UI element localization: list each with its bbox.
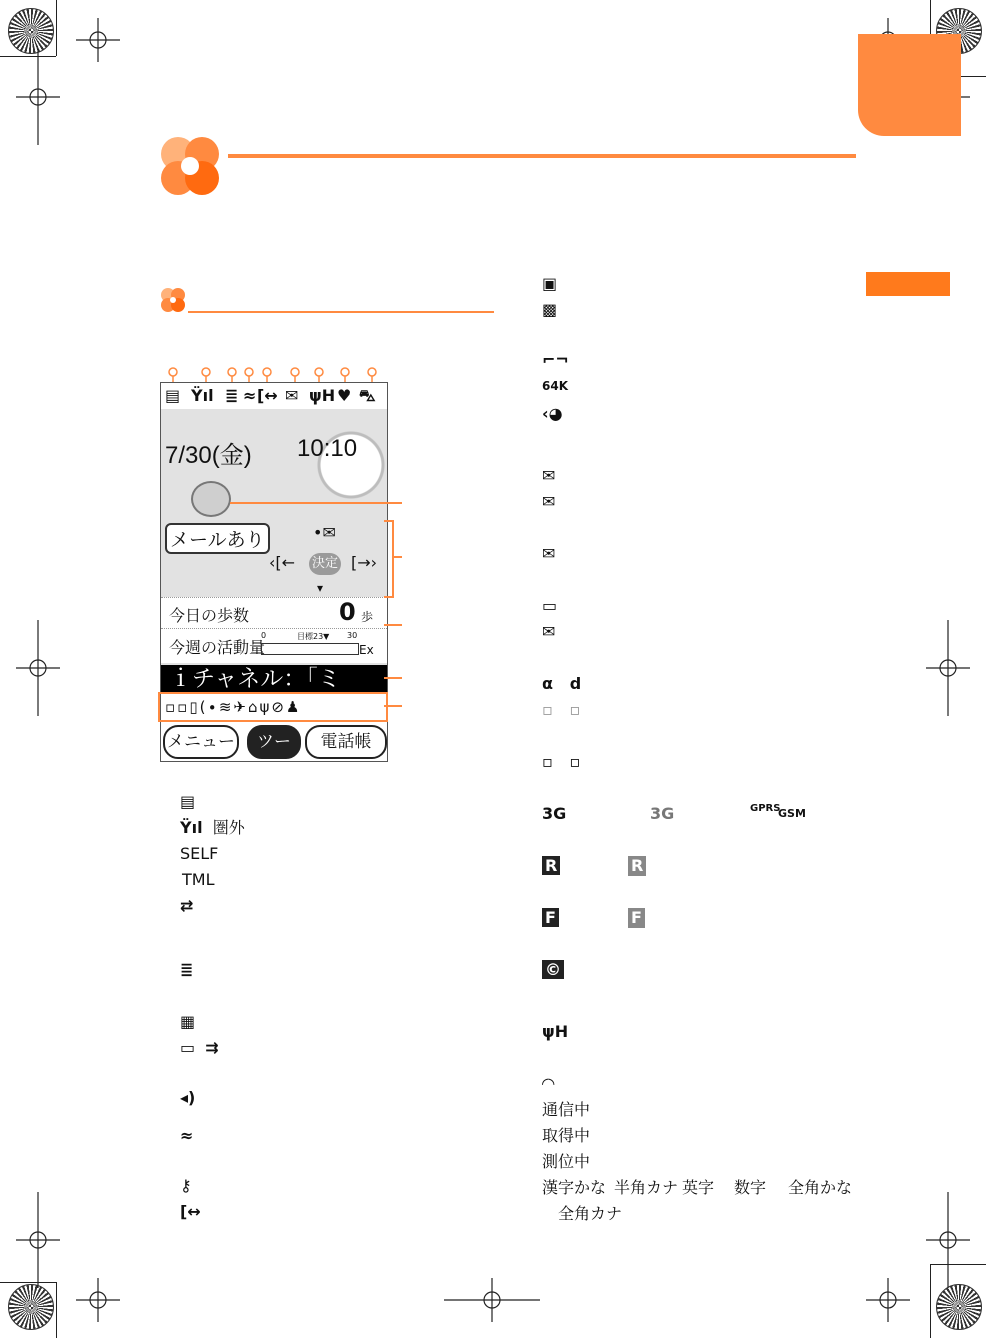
- activity-bar: [261, 643, 359, 655]
- left-key-icon: ‹[←: [269, 553, 296, 572]
- legend-row-acquiring: [542, 1126, 590, 1146]
- usb-label: ψH: [542, 1022, 569, 1041]
- legend-row-mail3: [542, 544, 555, 564]
- legend-row-alpha-gray: [542, 700, 580, 720]
- card-lock-icon: ▩: [542, 300, 558, 319]
- legend-row-communicating: [542, 1100, 590, 1120]
- data-icon: ▦: [180, 1012, 196, 1031]
- heart-icon: ♥: [337, 386, 352, 405]
- gsm-label: GSM: [778, 807, 806, 820]
- legend-row-pc: [180, 1038, 219, 1058]
- card-icon: ▣: [542, 274, 558, 293]
- tml-label: TML: [182, 870, 215, 889]
- steps-label: 今日の歩数: [169, 606, 250, 625]
- mail-icon: ✉: [542, 466, 556, 485]
- activity-scale-target: 目標23▼: [297, 632, 330, 641]
- legend-row-chevrons: [180, 1126, 193, 1146]
- callout-line: [384, 624, 402, 626]
- legend-row-64k: [542, 376, 568, 396]
- legend-row-mail2: [542, 492, 555, 512]
- roaming-icon: R: [542, 856, 560, 875]
- chevrons-icon: ≈: [243, 386, 257, 405]
- f-gray-icon: F: [628, 908, 645, 928]
- legend-row-speaker: [180, 1088, 195, 1108]
- legend-row-tml: [182, 870, 215, 890]
- communicating-label: 通信中: [542, 1100, 591, 1119]
- date-display: 7/30(金): [165, 442, 252, 469]
- ichannel-ticker[interactable]: ｉチャネル：「ミ: [161, 665, 387, 693]
- status-bar: [161, 383, 387, 409]
- wifi-icon: ◜◝: [542, 1074, 555, 1093]
- acquiring-label: 取得中: [542, 1126, 591, 1145]
- activity-scale-start: 0: [261, 631, 267, 640]
- legend-row-self: [180, 844, 218, 864]
- legend-row-voice: [542, 404, 563, 424]
- legend-row-c: [542, 960, 564, 980]
- steps-unit: 歩: [361, 610, 374, 624]
- steps-value: 0: [339, 598, 356, 626]
- full-katakana-label: 全角カナ: [558, 1204, 623, 1223]
- legend-row-input-modes: [542, 1178, 853, 1198]
- legend-row-a: [542, 274, 557, 294]
- transfer-icon: ⇄: [180, 896, 194, 915]
- legend-row-mail4: [542, 622, 555, 642]
- mail-stack-icon: ✉: [542, 492, 556, 511]
- status-icon-row: ▫▫▯(∙≋✈⌂ψ⊘♟: [165, 698, 302, 716]
- step-counter: [161, 597, 387, 629]
- callout-line: [384, 677, 402, 679]
- cross-key[interactable]: [265, 523, 383, 605]
- mail-notice[interactable]: メールあり: [165, 523, 270, 554]
- chapter-tab: [858, 34, 961, 136]
- call-transfer-icon: [↔: [257, 386, 278, 405]
- legend-row-key: [180, 1176, 192, 1196]
- pc-transfer-icon: ⇉: [205, 1038, 219, 1057]
- callout-line: [230, 502, 402, 504]
- enter-key[interactable]: 決定: [309, 553, 341, 575]
- legend-row-network: [542, 803, 806, 824]
- 64k-label: 64K: [542, 379, 568, 393]
- car-icon: ⛍: [359, 386, 376, 405]
- c-circle-icon: ©: [542, 960, 564, 979]
- phonebook-softkey[interactable]: 電話帳: [305, 725, 387, 759]
- alpha-box-icon: ▫ ▫: [542, 752, 581, 771]
- down-key-icon: ▾: [317, 581, 324, 595]
- legend-row-antenna: [180, 818, 245, 838]
- small-flower-icon: [160, 287, 186, 313]
- bracket-icon: ⌐¬: [542, 350, 569, 369]
- number-label: 数字: [734, 1178, 767, 1197]
- battery-icon: ≣: [225, 386, 239, 405]
- character-icon: [191, 481, 231, 517]
- out-of-range-label: 圏外: [212, 818, 245, 837]
- roaming-gray-icon: R: [628, 856, 646, 876]
- legend-row-wifi: [542, 1074, 554, 1094]
- legend-row-data: [180, 1012, 195, 1032]
- legend-row-roaming: [542, 856, 644, 876]
- flower-logo-icon: [158, 134, 222, 198]
- call-transfer-icon: [↔: [180, 1202, 201, 1221]
- softkey-bar: [161, 723, 387, 782]
- alpha-gray-icon: ▫ ▫: [542, 700, 581, 719]
- positioning-label: 測位中: [542, 1152, 591, 1171]
- battery-icon: ≣: [180, 960, 194, 979]
- legend-row-b: [542, 300, 557, 320]
- callout-bracket: [384, 520, 394, 598]
- callout-line: [384, 705, 402, 707]
- right-key-icon: [→›: [351, 553, 378, 572]
- time-display: 10:10: [297, 435, 358, 462]
- alpha-icon: α d: [542, 674, 582, 693]
- legend-row-clipboard: [180, 792, 195, 812]
- mail-outline-icon: ✉: [542, 544, 556, 563]
- sim-icon: ▭: [542, 596, 558, 615]
- activity-scale-end: 30: [347, 631, 358, 640]
- legend-row-alpha: [542, 674, 581, 694]
- legend-row-bracket: [542, 350, 569, 370]
- legend-row-fmode: [542, 908, 642, 928]
- self-label: SELF: [180, 844, 219, 863]
- mail-bold-icon: ✉: [542, 622, 556, 641]
- legend-row-usb: [542, 1022, 568, 1042]
- legend-row-call-transfer: [180, 1202, 201, 1222]
- title-rule: [228, 154, 856, 158]
- mail-icon: ✉: [285, 386, 299, 405]
- legend-row-transfer: [180, 896, 193, 916]
- legend-row-battery: [180, 960, 193, 980]
- kanji-kana-label: 漢字かな: [542, 1178, 607, 1197]
- key-icon: ⚷: [180, 1176, 192, 1195]
- antenna-icon: Ÿıl: [180, 818, 203, 837]
- legend-row-sim: [542, 596, 557, 616]
- full-kana-label: 全角かな: [788, 1178, 853, 1197]
- voice-icon: ‹◕: [542, 404, 563, 423]
- activity-meter: [161, 629, 387, 663]
- alpha-label: 英字: [682, 1178, 715, 1197]
- tool-softkey[interactable]: ツール: [247, 725, 301, 759]
- f-icon: F: [542, 908, 559, 927]
- callout-line: [392, 556, 402, 558]
- half-kana-label: 半角カナ: [614, 1178, 679, 1197]
- clipboard-icon: ▤: [180, 792, 196, 811]
- speaker-icon: ◂): [180, 1088, 196, 1107]
- clipboard-icon: ▤: [165, 386, 181, 405]
- menu-softkey[interactable]: メニュー: [163, 725, 239, 759]
- activity-unit: Ex: [359, 643, 374, 657]
- side-index-mark: [866, 272, 950, 296]
- pc-icon: ▭: [180, 1038, 196, 1057]
- 3g-outline-label: 3G: [650, 804, 675, 823]
- chevrons-icon: ≈: [180, 1126, 194, 1145]
- section-rule: [188, 311, 494, 313]
- legend-row-positioning: [542, 1152, 590, 1172]
- legend-row-full-katakana: [558, 1204, 622, 1224]
- mail-up-icon: •✉: [313, 523, 336, 542]
- gprs-label: GPRS: [750, 803, 781, 814]
- antenna-icon: Ÿıl: [191, 386, 214, 405]
- legend-row-mail1: [542, 466, 555, 486]
- legend-row-alpha-box: [542, 752, 580, 772]
- 3g-label: 3G: [542, 804, 567, 823]
- usb-icon: ψH: [309, 386, 336, 405]
- callout-bracket: [158, 692, 388, 722]
- activity-label: 今週の活動量: [169, 638, 266, 657]
